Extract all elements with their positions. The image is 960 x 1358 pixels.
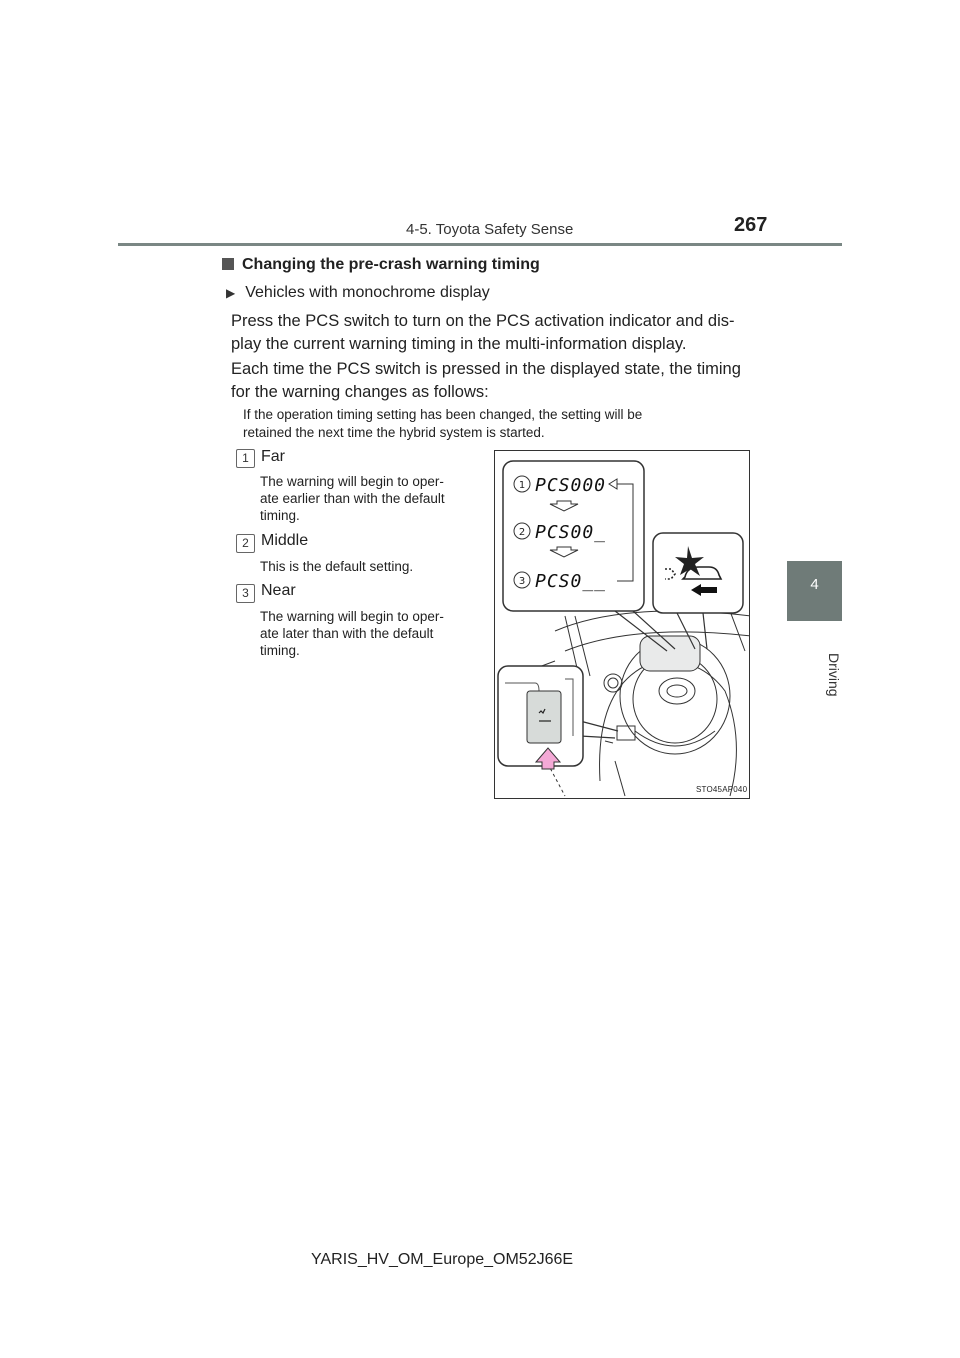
item-description-line: timing. (260, 508, 300, 523)
page-number: 267 (734, 214, 768, 236)
paragraph-line: for the warning changes as follows: (231, 383, 489, 401)
display-callout (503, 461, 644, 611)
subheading-text: Vehicles with monochrome display (245, 284, 490, 301)
illustration-code: STO45AP040 (696, 785, 748, 794)
item-description-line: The warning will begin to oper- (260, 474, 444, 489)
triangle-bullet-icon: ▶ (226, 286, 236, 300)
header-rule (118, 243, 842, 246)
paragraph-line: Each time the PCS switch is pressed in the displayed state, the timing (231, 360, 741, 378)
item-description-line: ate earlier than with the default (260, 491, 445, 506)
callout-number: 2 (518, 527, 526, 538)
item-number-badge: 3 (236, 584, 255, 603)
paragraph-line: Press the PCS switch to turn on the PCS activation indicator and dis- (231, 312, 735, 330)
item-description-line: timing. (260, 643, 300, 658)
callout-number: 3 (518, 576, 526, 587)
display-reading-far: PCS000 (535, 475, 607, 496)
document-id: YARIS_HV_OM_Europe_OM52J66E (311, 1251, 574, 1268)
callout-number: 1 (518, 480, 526, 491)
note-line: If the operation timing setting has been changed, the setting will be (243, 407, 643, 422)
paragraph-line: play the current warning timing in the multi-information display. (231, 335, 687, 353)
note-line: retained the next time the hybrid system is started. (243, 425, 545, 440)
chapter-label: Driving (826, 653, 842, 697)
square-bullet-icon (222, 258, 234, 270)
section-heading (222, 256, 540, 274)
item-title: Far (261, 448, 285, 465)
item-title: Middle (261, 532, 309, 549)
item-number-badge: 2 (236, 534, 255, 553)
pcs-switch-button (527, 691, 561, 743)
item-description-line: ate later than with the default (260, 626, 434, 641)
pcs-switch-callout (498, 666, 583, 769)
subheading (226, 284, 490, 302)
pcs-indicator-callout (653, 533, 743, 613)
display-reading-middle: PCS00_ (535, 522, 607, 543)
dashboard-drawing (495, 451, 750, 799)
chapter-number: 4 (810, 576, 819, 593)
section-heading-text: Changing the pre-crash warning timing (242, 256, 540, 273)
item-description-line: The warning will begin to oper- (260, 609, 444, 624)
item-description-line: This is the default setting. (260, 559, 414, 574)
display-reading-near: PCS0__ (535, 571, 607, 592)
section-title: 4-5. Toyota Safety Sense (406, 221, 574, 238)
item-title: Near (261, 582, 296, 599)
pcs-illustration (494, 450, 750, 799)
item-number-badge: 1 (236, 449, 255, 468)
